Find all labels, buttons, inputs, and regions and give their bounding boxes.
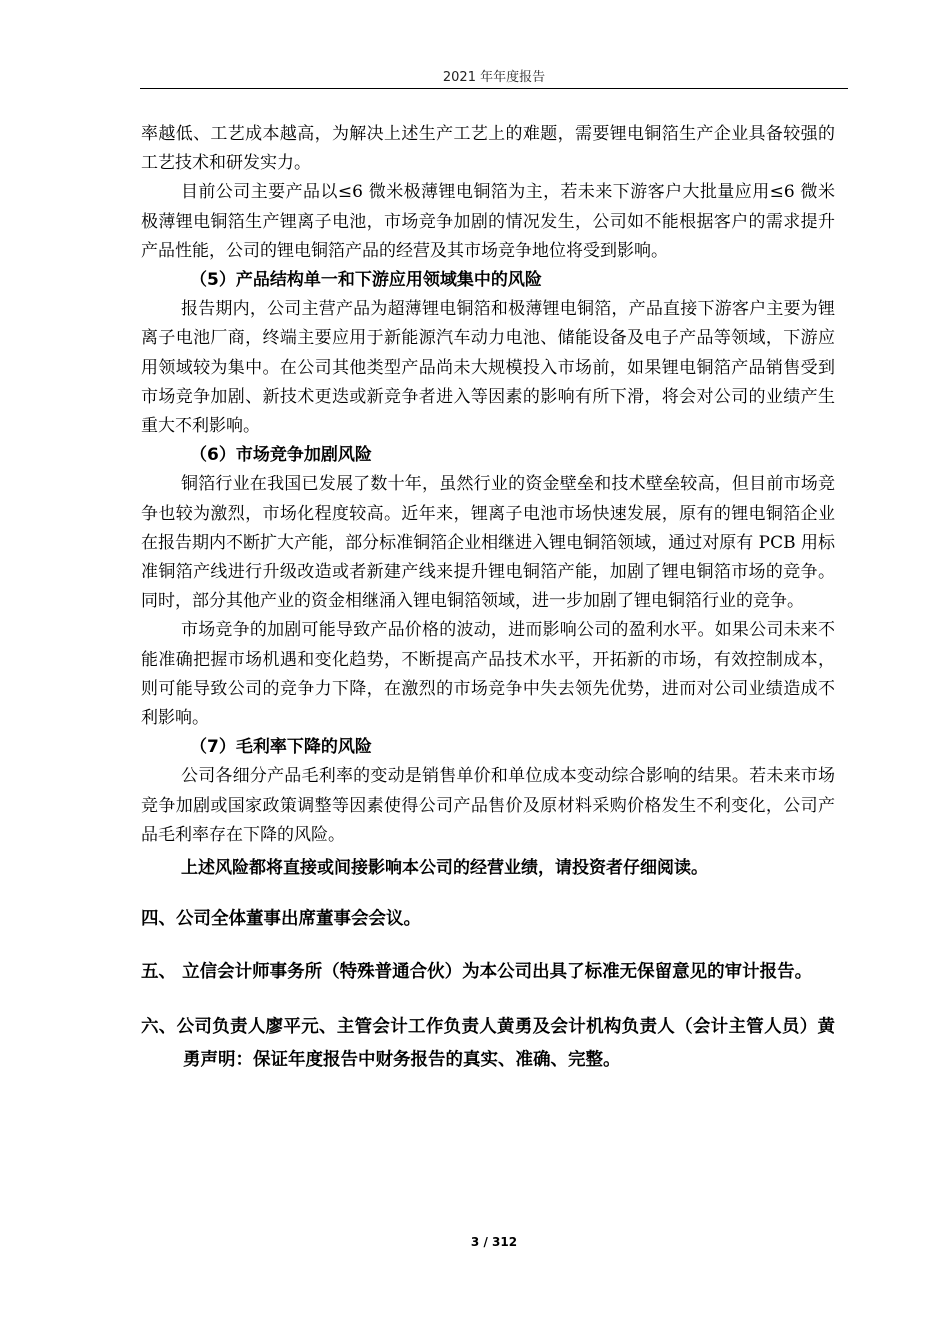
header-divider [140, 88, 848, 89]
risk-summary: 上述风险都将直接或间接影响本公司的经营业绩，请投资者仔细阅读。 [181, 858, 708, 879]
section-four: 四、公司全体董事出席董事会会议。 [141, 909, 421, 930]
page-number: 3 / 312 [470, 1235, 518, 1249]
paragraph: 目前公司主要产品以≤6 微米极薄锂电铜箔为主，若未来下游客户大批量应用≤6 微米极薄锂电铜箔生产锂离子电池，市场竞争加剧的情况发生，公司如不能根据客户的需求提升产品性能，公司的锂电铜箔产品的经营及其市场竞争地位将受到影响。 [141, 182, 835, 261]
paragraph: 率越低、工艺成本越高，为解决上述生产工艺上的难题，需要锂电铜箔生产企业具备较强的工艺技术和研发实力。 [141, 124, 835, 174]
paragraph: 报告期内，公司主营产品为超薄锂电铜箔和极薄锂电铜箔，产品直接下游客户主要为锂离子电池厂商，终端主要应用于新能源汽车动力电池、储能设备及电子产品等领域，下游应用领域较为集中。在公司其他类型产品尚未大规模投入市场前，如果锂电铜箔产品销售受到市场竞争加剧、新技术更迭或新竞争者进入等因素的影响有所下滑，将会对公司的业绩产生重大不利影响。 [141, 299, 835, 437]
risk-heading-6: （6）市场竞争加剧风险 [190, 445, 372, 466]
risk-heading-7: （7）毛利率下降的风险 [190, 737, 372, 758]
risk-heading-5: （5）产品结构单一和下游应用领域集中的风险 [190, 270, 542, 291]
section-five: 五、 立信会计师事务所（特殊普通合伙）为本公司出具了标准无保留意见的审计报告。 [141, 962, 813, 983]
section-six: 六、公司负责人廖平元、主管会计工作负责人黄勇及会计机构负责人（会计主管人员）黄勇声明：保证年度报告中财务报告的真实、准确、完整。 [141, 1017, 835, 1071]
document-body [141, 120, 835, 1077]
paragraph: 铜箔行业在我国已发展了数十年，虽然行业的资金壁垒和技术壁垒较高，但目前市场竞争也较为激烈，市场化程度较高。近年来，锂离子电池市场快速发展，原有的锂电铜箔企业在报告期内不断扩大产能，部分标准铜箔企业相继进入锂电铜箔领域，通过对原有 PCB 用标准铜箔产线进行升级改造或者新建产线来提升锂电铜箔产能，加剧了锂电铜箔市场的竞争。同时，部分其他产业的资金相继涌入锂电铜箔领域，进一步加剧了锂电铜箔行业的竞争。 [141, 474, 835, 612]
page-header: 2021 年年度报告 [442, 70, 546, 85]
paragraph: 市场竞争的加剧可能导致产品价格的波动，进而影响公司的盈利水平。如果公司未来不能准确把握市场机遇和变化趋势，不断提高产品技术水平，开拓新的市场，有效控制成本，则可能导致公司的竞争力下降，在激烈的市场竞争中失去领先优势，进而对公司业绩造成不利影响。 [141, 620, 835, 729]
paragraph: 公司各细分产品毛利率的变动是销售单价和单位成本变动综合影响的结果。若未来市场竞争加剧或国家政策调整等因素使得公司产品售价及原材料采购价格发生不利变化，公司产品毛利率存在下降的风险。 [141, 766, 835, 845]
